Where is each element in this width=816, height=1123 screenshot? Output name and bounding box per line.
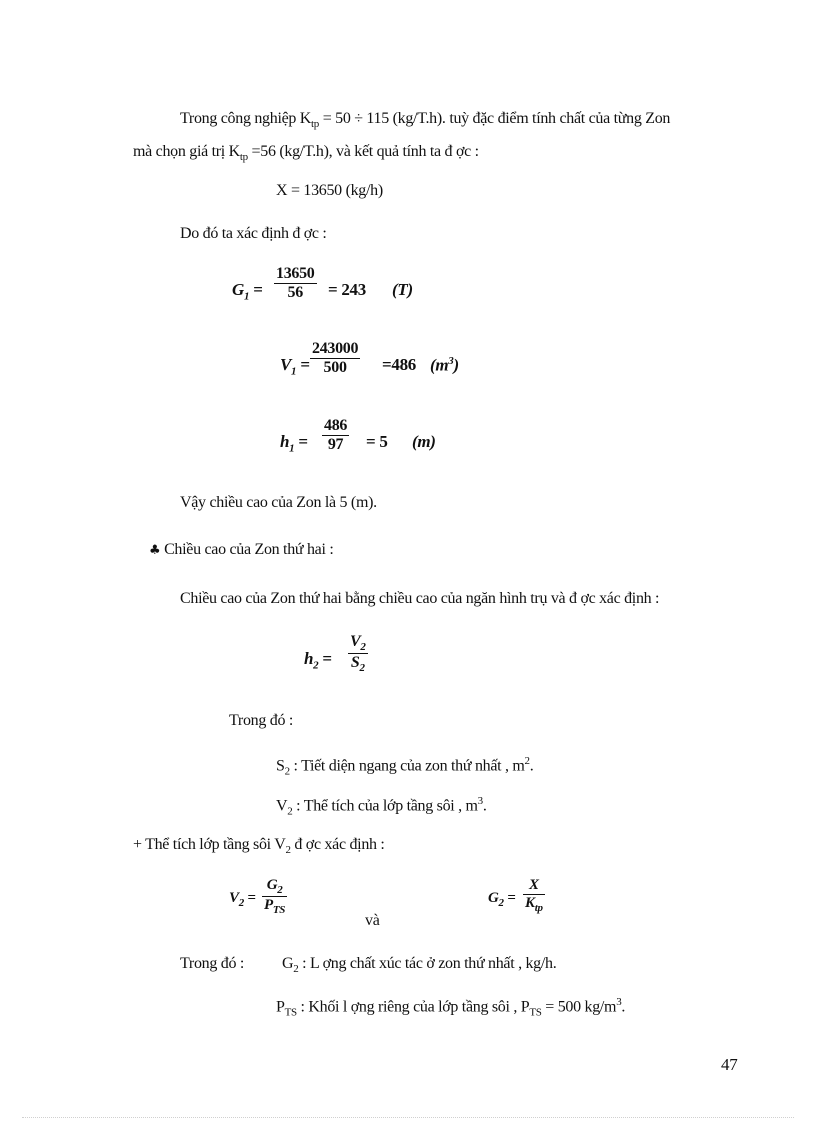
trong-do-2: Trong đó : [180, 955, 244, 972]
h1-numerator: 486 [324, 417, 348, 434]
v1-denominator: 500 [323, 359, 347, 376]
g1-denominator: 56 [287, 284, 303, 301]
para1-line1: Trong công nghiệp $K_{tp} = 50 \div 115$ (kg/T.h). tuỳ đặc điểm tính chất của từng Zon [180, 110, 671, 131]
club-bullet-icon: ♣ [149, 543, 161, 558]
g2-numerator: X [528, 877, 539, 893]
x-result: X = 13650 (kg/h) [276, 182, 383, 199]
h2-fraction [348, 633, 368, 674]
trong-do-1: Trong đó : [229, 712, 293, 729]
h1-denominator: 97 [327, 436, 344, 453]
v2-numerator: $G_2$ [266, 877, 283, 896]
plus-line: + Thể tích lớp tầng sôi $V_2$ đ ợc xác định : [133, 836, 385, 857]
h1-unit: (m) [412, 432, 436, 451]
v1-numerator: 243000 [312, 340, 359, 357]
g1-lhs: $G_1$ = [232, 280, 263, 303]
v1-rhs: =486 [382, 355, 416, 374]
conclusion-line: Vậy chiều cao của Zon là 5 (m). [180, 494, 377, 511]
v1-lhs: $V_1$ = [280, 355, 310, 378]
do-do-line: Do đó ta xác định đ ợc : [180, 225, 327, 242]
va-text: và [365, 912, 380, 929]
def-v2: $V_2$ : Thể tích của lớp tầng sôi , $m^3$. [276, 795, 487, 818]
g1-fraction [274, 265, 317, 302]
page-number: 47 [721, 1055, 738, 1074]
h1-fraction [322, 417, 349, 454]
v2-lhs: $V_2$ = [229, 890, 256, 909]
g1-rhs: = 243 [328, 280, 366, 299]
g2-denominator: $K_{tp}$ [525, 895, 543, 914]
def-s2: $S_2$ : Tiết diện ngang của zon thứ nhất , $m^2$. [276, 755, 534, 778]
para1-line2: mà chọn giá trị $K_{tp} =56$ (kg/T.h), và kết quả tính ta đ ợc : [133, 143, 479, 164]
h2-lhs: $h_2$ = [304, 649, 332, 672]
h1-rhs: = 5 [366, 432, 388, 451]
h2-denominator: $S_2$ [350, 654, 365, 675]
g2-fraction [523, 877, 545, 914]
g2-lhs: $G_2$ = [488, 890, 516, 909]
g1-numerator: 13650 [276, 265, 315, 282]
g1-unit: (T) [392, 280, 413, 299]
def-pts: $P_{TS}$ : Khối l ợng riêng của lớp tầng sôi , $P_{TS} = 500$ $kg/m^3$. [276, 996, 626, 1019]
def-g2: $G_2$ : L ợng chất xúc tác ở zon thứ nhất , kg/h. [282, 955, 557, 976]
h1-lhs: $h_1$ = [280, 432, 308, 455]
para2: Chiều cao của Zon thứ hai bằng chiều cao của ngăn hình trụ và đ ợc xác định : [180, 590, 660, 607]
footer-divider [22, 1117, 794, 1118]
v1-unit: $(m^3)$ [430, 355, 459, 375]
v2-denominator: $P_{TS}$ [264, 897, 286, 916]
section-heading: ♣ Chiều cao của Zon thứ hai : [149, 541, 334, 558]
h2-numerator: $V_2$ [350, 633, 366, 654]
v1-fraction [310, 340, 360, 377]
v2-fraction [262, 877, 287, 916]
